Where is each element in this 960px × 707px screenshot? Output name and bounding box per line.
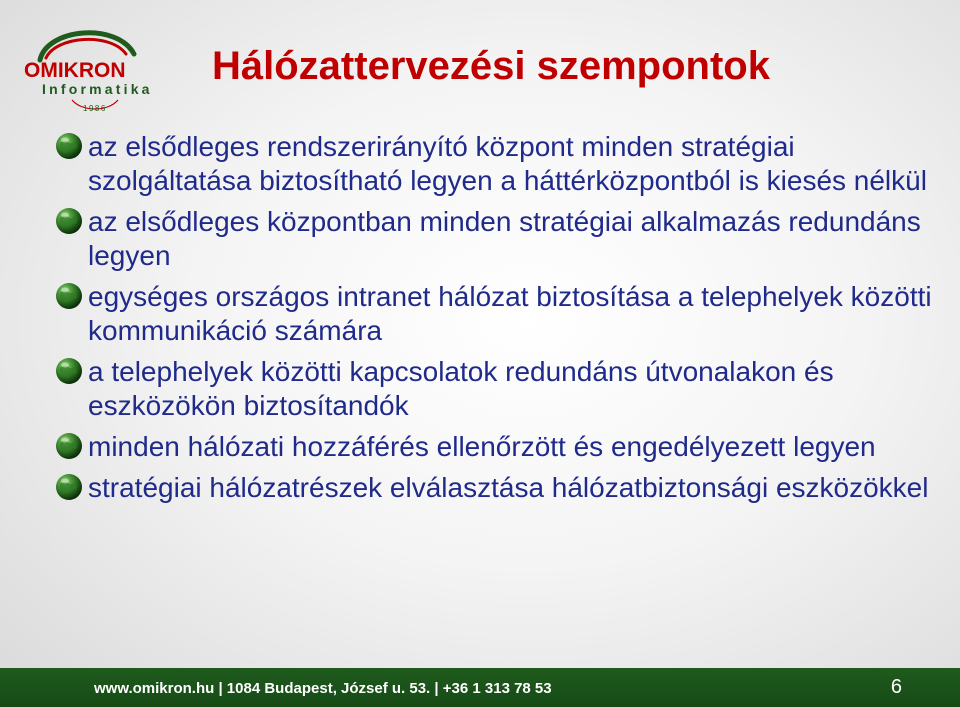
- slide-title: Hálózattervezési szempontok: [212, 44, 770, 88]
- bullet-text: egységes országos intranet hálózat biztosítása a telephelyek közötti kommunikáció számára: [88, 281, 932, 346]
- bullet-text: az elsődleges központban minden stratégiai alkalmazás redundáns legyen: [88, 206, 921, 271]
- footer-bar: [0, 668, 960, 707]
- green-sphere-bullet-icon: [54, 431, 84, 461]
- bullet-item: [52, 130, 932, 198]
- page-number: 6: [890, 676, 902, 698]
- green-sphere-bullet-icon: [54, 472, 84, 502]
- bullet-list: [52, 130, 932, 512]
- bullet-item: [52, 205, 932, 273]
- green-sphere-bullet-icon: [54, 281, 84, 311]
- green-sphere-bullet-icon: [54, 356, 84, 386]
- green-sphere-bullet-icon: [54, 206, 84, 236]
- logo-subtitle: Informatika: [42, 81, 153, 97]
- bullet-item: [52, 280, 932, 348]
- bullet-item: [52, 430, 932, 464]
- bullet-text: stratégiai hálózatrészek elválasztása hálózatbiztonsági eszközökkel: [88, 472, 929, 503]
- bullet-item: [52, 355, 932, 423]
- footer-contact: www.omikron.hu | 1084 Budapest, József u. 53. | +36 1 313 78 53: [94, 680, 552, 697]
- logo-brand: OMIKRON: [24, 59, 126, 82]
- bullet-item: [52, 471, 932, 505]
- omikron-logo: [22, 20, 172, 115]
- bullet-text: minden hálózati hozzáférés ellenőrzött és engedélyezett legyen: [88, 431, 876, 462]
- bullet-text: a telephelyek közötti kapcsolatok redundáns útvonalakon és eszközökön biztosítandók: [88, 356, 834, 421]
- bullet-text: az elsődleges rendszerirányító központ minden stratégiai szolgáltatása biztosítható legyen a háttérközpontból is kiesés nélkül: [88, 131, 927, 196]
- logo-year: 1986: [83, 104, 107, 113]
- green-sphere-bullet-icon: [54, 131, 84, 161]
